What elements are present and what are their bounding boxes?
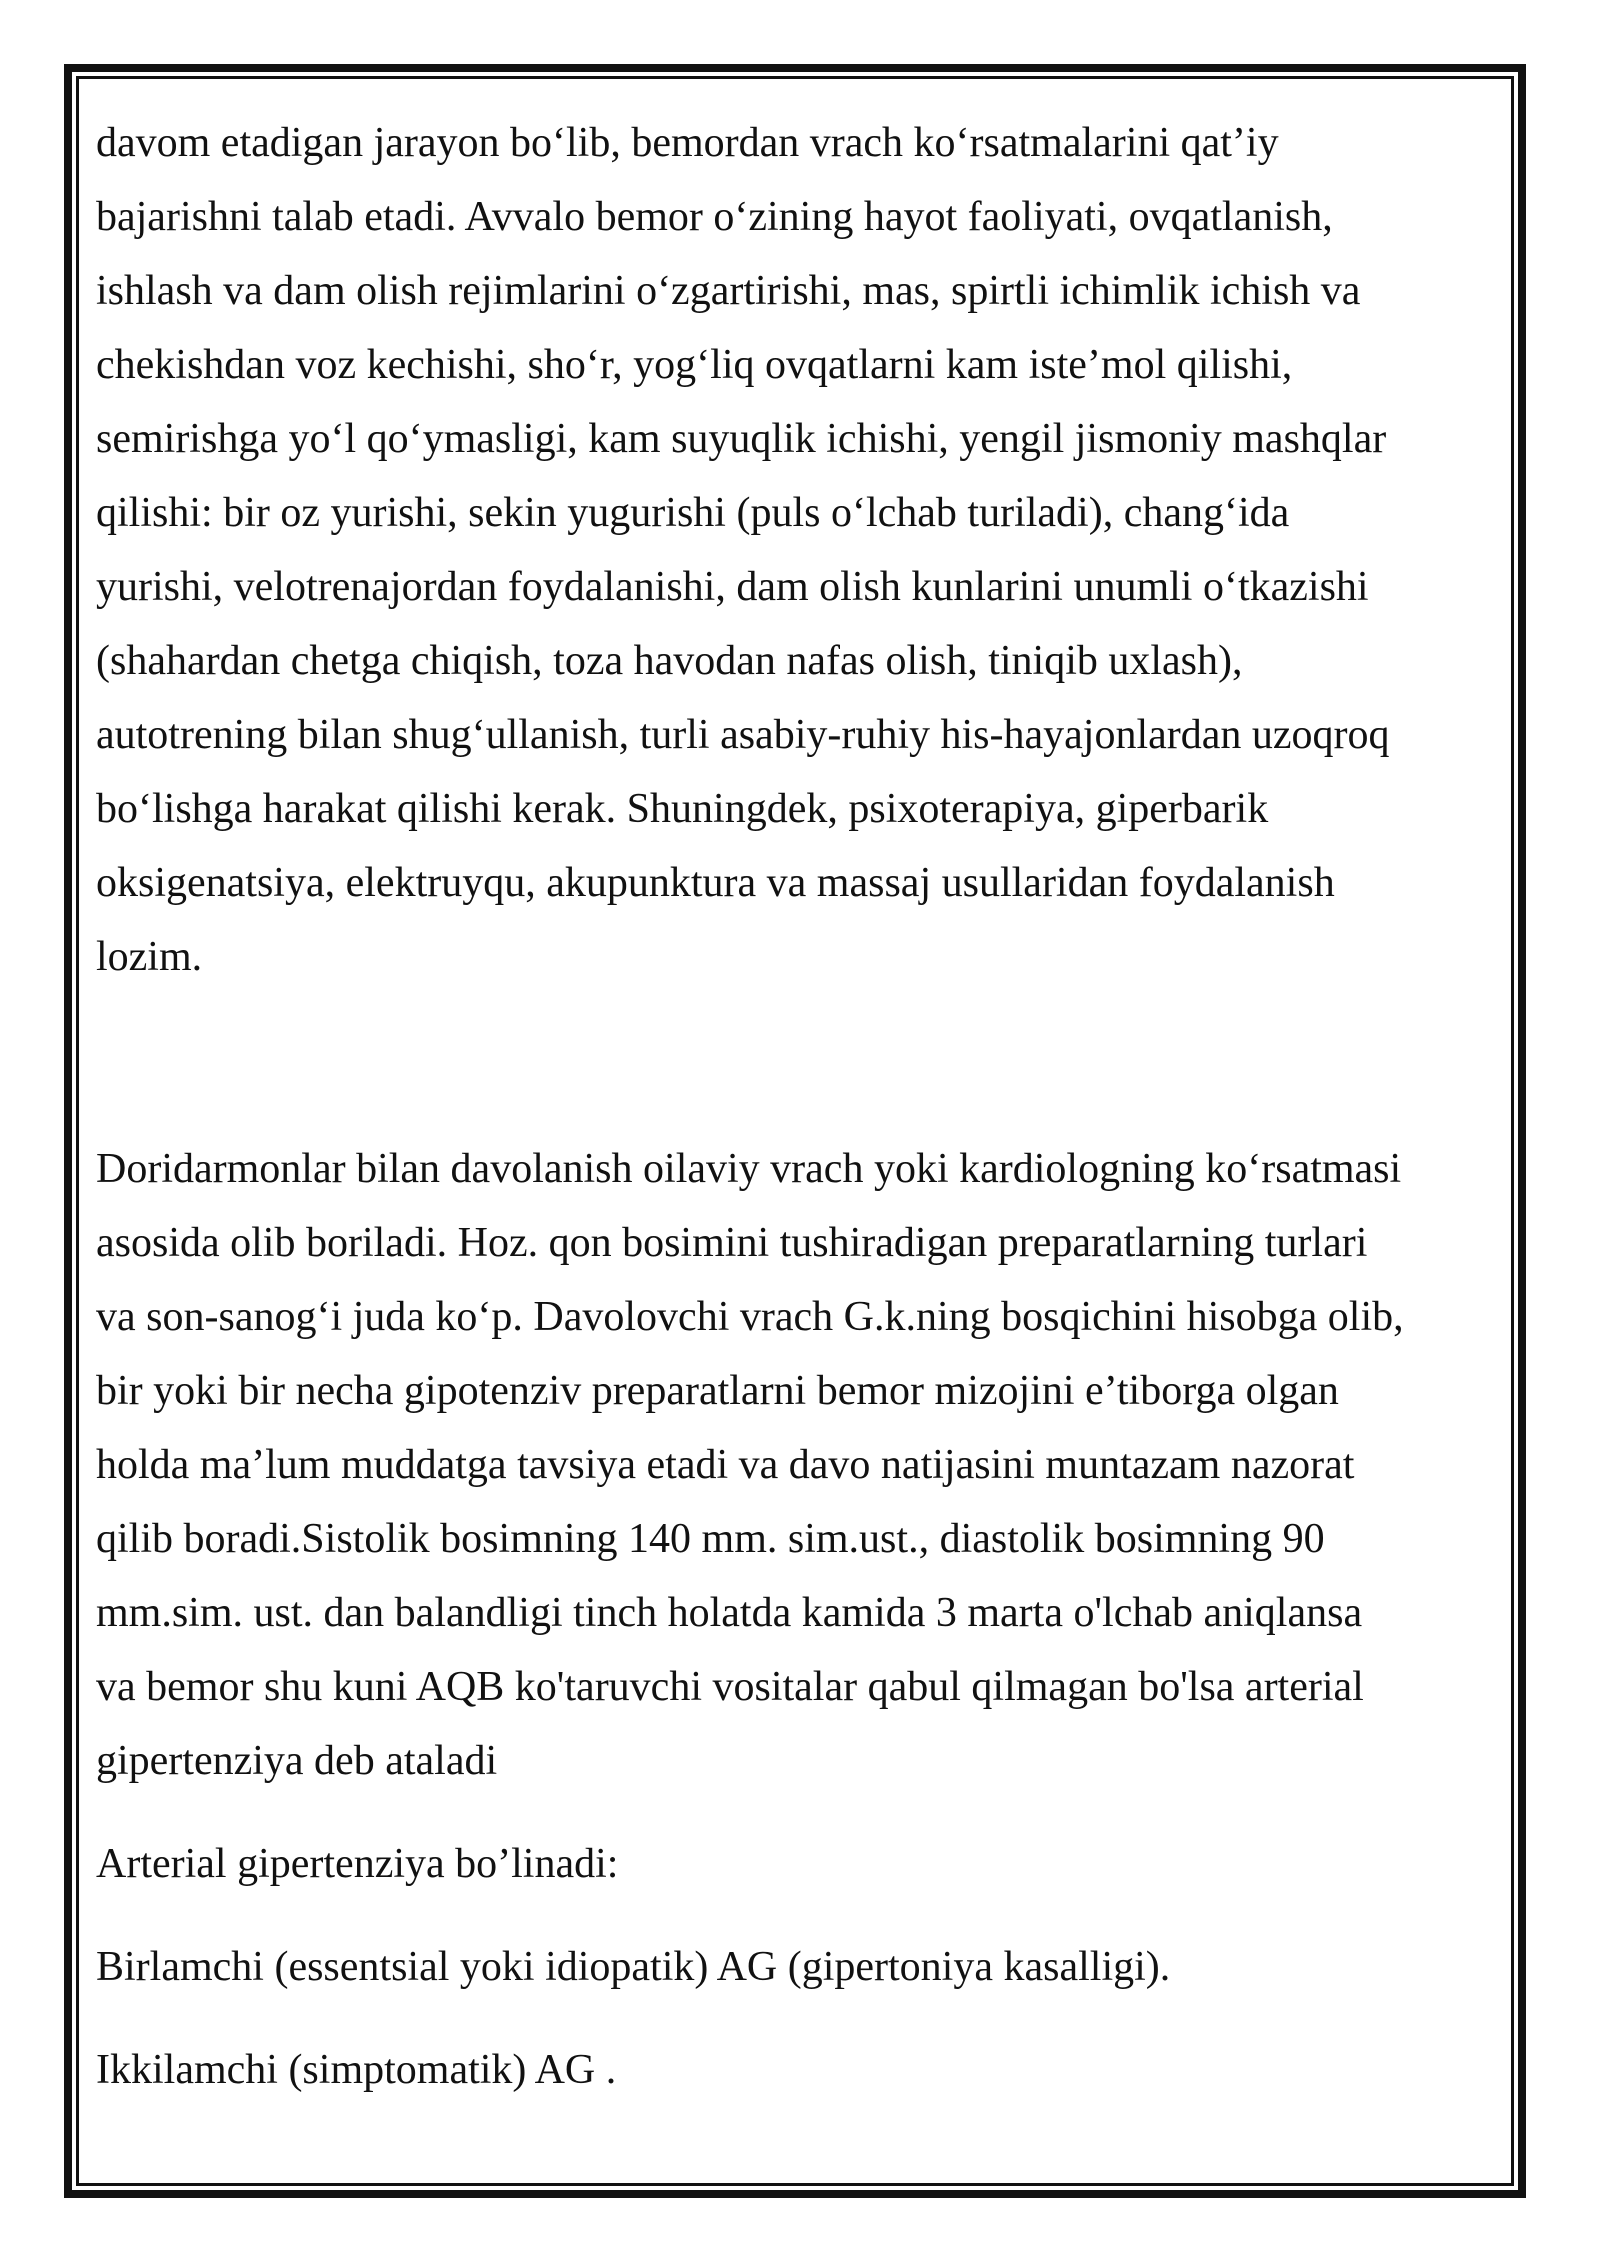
text-line: va bemor shu kuni AQB ko'taruvchi vositalar qabul qilmagan bo'lsa arterial xyxy=(96,1664,1364,1710)
text-line: bo‘lishga harakat qilishi kerak. Shuningdek, psixoterapiya, giperbarik xyxy=(96,786,1269,832)
text-line: (shahardan chetga chiqish, toza havodan nafas olish, tiniqib uxlash), xyxy=(96,638,1243,684)
text-line: oksigenatsiya, elektruyqu, akupunktura va massaj usullaridan foydalanish xyxy=(96,860,1335,906)
text-line: mm.sim. ust. dan balandligi tinch holatda kamida 3 marta o'lchab aniqlansa xyxy=(96,1590,1363,1636)
paragraph-lifestyle xyxy=(96,106,1456,994)
text-line: bajarishni talab etadi. Avvalo bemor o‘zining hayot faoliyati, ovqatlanish, xyxy=(96,194,1333,240)
text-line: qilib boradi.Sistolik bosimning 140 mm. sim.ust., diastolik bosimning 90 xyxy=(96,1516,1325,1562)
text-line: davom etadigan jarayon bo‘lib, bemordan vrach ko‘rsatmalarini qat’iy xyxy=(96,120,1279,166)
text-line: bir yoki bir necha gipotenziv preparatlarni bemor mizojini e’tiborga olgan xyxy=(96,1368,1339,1414)
text-line: qilishi: bir oz yurishi, sekin yugurishi (puls o‘lchab turiladi), chang‘ida xyxy=(96,490,1290,536)
text-line: yurishi, velotrenajordan foydalanishi, dam olish kunlarini unumli o‘tkazishi xyxy=(96,564,1369,610)
text-line: Birlamchi (essentsial yoki idiopatik) AG (gipertoniya kasalligi). xyxy=(96,1944,1171,1990)
text-line: ishlash va dam olish rejimlarini o‘zgartirishi, mas, spirtli ichimlik ichish va xyxy=(96,268,1361,314)
paragraph-secondary-ag xyxy=(96,2033,1456,2107)
text-line: asosida olib boriladi. Hoz. qon bosimini tushiradigan preparatlarning turlari xyxy=(96,1220,1368,1266)
text-line: va son-sanog‘i juda ko‘p. Davolovchi vrach G.k.ning bosqichini hisobga olib, xyxy=(96,1294,1404,1340)
text-line: Arterial gipertenziya bo’linadi: xyxy=(96,1841,619,1887)
paragraph-medication xyxy=(96,1132,1456,1798)
text-line: Ikkilamchi (simptomatik) AG . xyxy=(96,2047,617,2093)
text-line: chekishdan voz kechishi, sho‘r, yog‘liq ovqatlarni kam iste’mol qilishi, xyxy=(96,342,1293,388)
paragraph-primary-ag xyxy=(96,1930,1456,2004)
text-line: lozim. xyxy=(96,934,203,980)
paragraph-classification-heading xyxy=(96,1827,1456,1901)
text-line: holda ma’lum muddatga tavsiya etadi va davo natijasini muntazam nazorat xyxy=(96,1442,1355,1488)
text-line: semirishga yo‘l qo‘ymasligi, kam suyuqlik ichishi, yengil jismoniy mashqlar xyxy=(96,416,1387,462)
text-line: Doridarmonlar bilan davolanish oilaviy vrach yoki kardiologning ko‘rsatmasi xyxy=(96,1146,1402,1192)
text-line: gipertenziya deb ataladi xyxy=(96,1738,498,1784)
document-body xyxy=(96,106,1456,2107)
text-line: autotrening bilan shug‘ullanish, turli asabiy-ruhiy his-hayajonlardan uzoqroq xyxy=(96,712,1390,758)
